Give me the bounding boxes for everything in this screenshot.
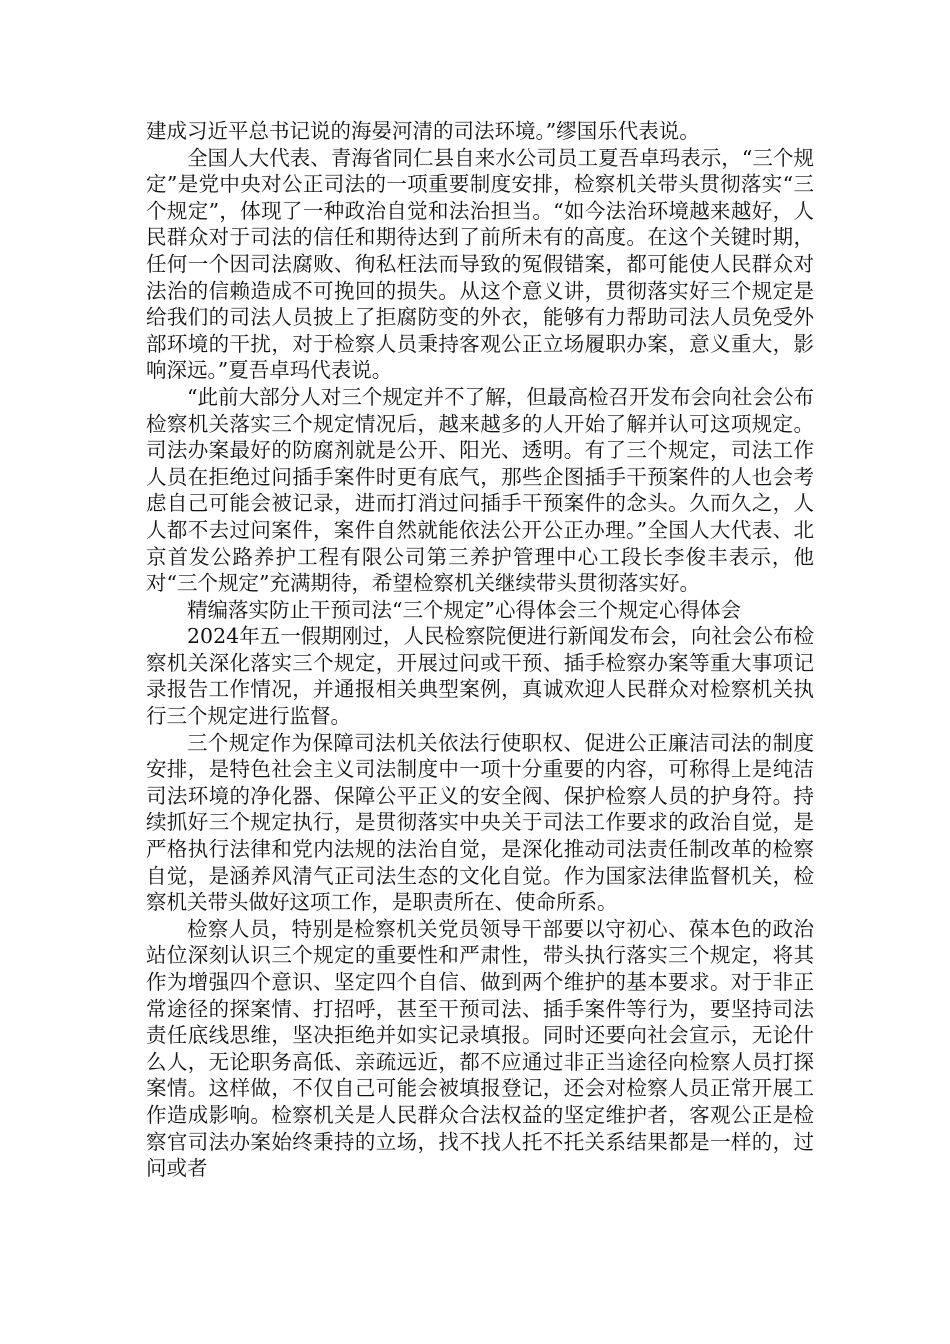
paragraph-6: 检察人员，特别是检察机关党员领导干部要以守初心、葆本色的政治站位深刻认识三个规定的重要性和严肃性，带头执行落实三个规定，将其作为增强四个意识、坚定四个自信、做到两个维护的基本要求。对于非正常途径的探案情、打招呼，甚至干预司法、插手案件等行为，要坚持司法责任底线思维，坚决拒绝并如实记录填报。同时还要向社会宣示，无论什么人，无论职务高低、亲疏远近，都不应通过非正当途径向检察人员打探案情。这样做，不仅自己可能会被填报登记，还会对检察人员正常开展工作造成影响。检察机关是人民群众合法权益的坚定维护者，客观公正是检察官司法办案始终秉持的立场，找不找人托不托关系结果都是一样的，过问或者	[146, 916, 814, 1181]
paragraph-1: 建成习近平总书记说的海晏河清的司法环境。”缪国乐代表说。	[146, 119, 700, 143]
document-body	[146, 118, 814, 1182]
paragraph-3: “此前大部分人对三个规定并不了解，但最高检召开发布会向社会公布检察机关落实三个规定情况后，越来越多的人开始了解并认可这项规定。司法办案最好的防腐剂就是公开、阳光、透明。有了三个规定，司法工作人员在拒绝过问插手案件时更有底气，那些企图插手干预案件的人也会考虑自己可能会被记录，进而打消过问插手干预案件的念头。久而久之，人人都不去过问案件，案件自然就能依法公开公正办理。”全国人大代表、北京首发公路养护工程有限公司第三养护管理中心工段长李俊丰表示，他对“三个规定”充满期待，希望检察机关继续带头贯彻落实好。	[146, 384, 814, 596]
paragraph-5: 三个规定作为保障司法机关依法行使职权、促进公正廉洁司法的制度安排，是特色社会主义司法制度中一项十分重要的内容，可称得上是纯洁司法环境的净化器、保障公平正义的安全阀、保护检察人员的护身符。持续抓好三个规定执行，是贯彻落实中央关于司法工作要求的政治自觉，是严格执行法律和党内法规的法治自觉，是深化推动司法责任制改革的检察自觉，是涵养风清气正司法生态的文化自觉。作为国家法律监督机关，检察机关带头做好这项工作，是职责所在、使命所系。	[146, 730, 814, 915]
section-heading: 精编落实防止干预司法“三个规定”心得体会三个规定心得体会	[187, 597, 741, 622]
paragraph-2: 全国人大代表、青海省同仁县自来水公司员工夏吾卓玛表示，“三个规定”是党中央对公正司法的一项重要制度安排，检察机关带头贯彻落实“三个规定”，体现了一种政治自觉和法治担当。“如今法治环境越来越好，人民群众对于司法的信任和期待达到了前所未有的高度。在这个关键时期，任何一个因司法腐败、徇私枉法而导致的冤假错案，都可能使人民群众对法治的信赖造成不可挽回的损失。从这个意义讲，贯彻落实好三个规定是给我们的司法人员披上了拒腐防变的外衣，能够有力帮助司法人员免受外部环境的干扰，对于检察人员秉持客观公正立场履职办案，意义重大，影响深远。”夏吾卓玛代表说。	[146, 145, 814, 383]
paragraph-4: 2024年五一假期刚过，人民检察院便进行新闻发布会，向社会公布检察机关深化落实三个规定，开展过问或干预、插手检察办案等重大事项记录报告工作情况，并通报相关典型案例，真诚欢迎人民群众对检察机关执行三个规定进行监督。	[146, 624, 814, 729]
